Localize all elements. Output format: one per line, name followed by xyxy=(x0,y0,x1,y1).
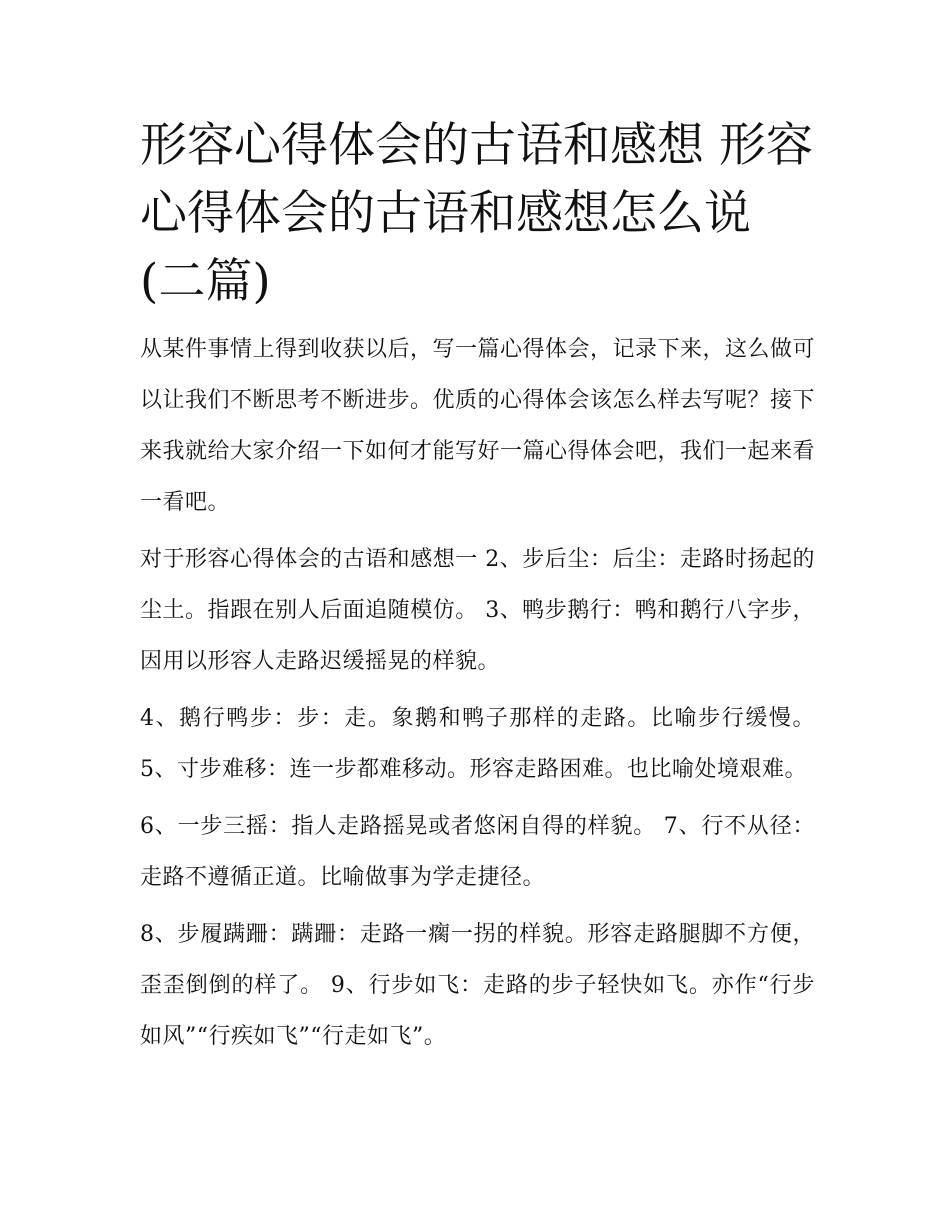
document-title: 形容心得体会的古语和感想 形容心得体会的古语和感想怎么说(二篇) xyxy=(140,118,813,309)
document-page xyxy=(140,112,815,1068)
body-paragraph: 8、步履蹒跚：蹒跚：走路一瘸一拐的样貌。形容走路腿脚不方便，歪歪倒倒的样了。 9、行步如飞：走路的步子轻快如飞。亦作“行步如风”“行疾如飞”“行走如飞”。 xyxy=(140,922,815,1049)
body-paragraph: 4、鹅行鸭步：步：走。象鹅和鸭子那样的走路。比喻步行缓慢。 5、寸步难移：连一步都难移动。形容走路困难。也比喻处境艰难。 xyxy=(140,706,815,782)
intro-paragraph: 从某件事情上得到收获以后，写一篇心得体会，记录下来，这么做可以让我们不断思考不断进步。优质的心得体会该怎么样去写呢？接下来我就给大家介绍一下如何才能写好一篇心得体会吧，我们一起来看一看吧。 xyxy=(140,337,816,515)
body-paragraph: 对于形容心得体会的古语和感想一 2、步后尘：后尘：走路时扬起的尘土。指跟在别人后面追随模仿。 3、鸭步鹅行：鸭和鹅行八字步，因用以形容人走路迟缓摇晃的样貌。 xyxy=(140,547,815,674)
body-paragraph: 6、一步三摇：指人走路摇晃或者悠闲自得的样貌。 7、行不从径：走路不遵循正道。比喻做事为学走捷径。 xyxy=(140,814,815,890)
